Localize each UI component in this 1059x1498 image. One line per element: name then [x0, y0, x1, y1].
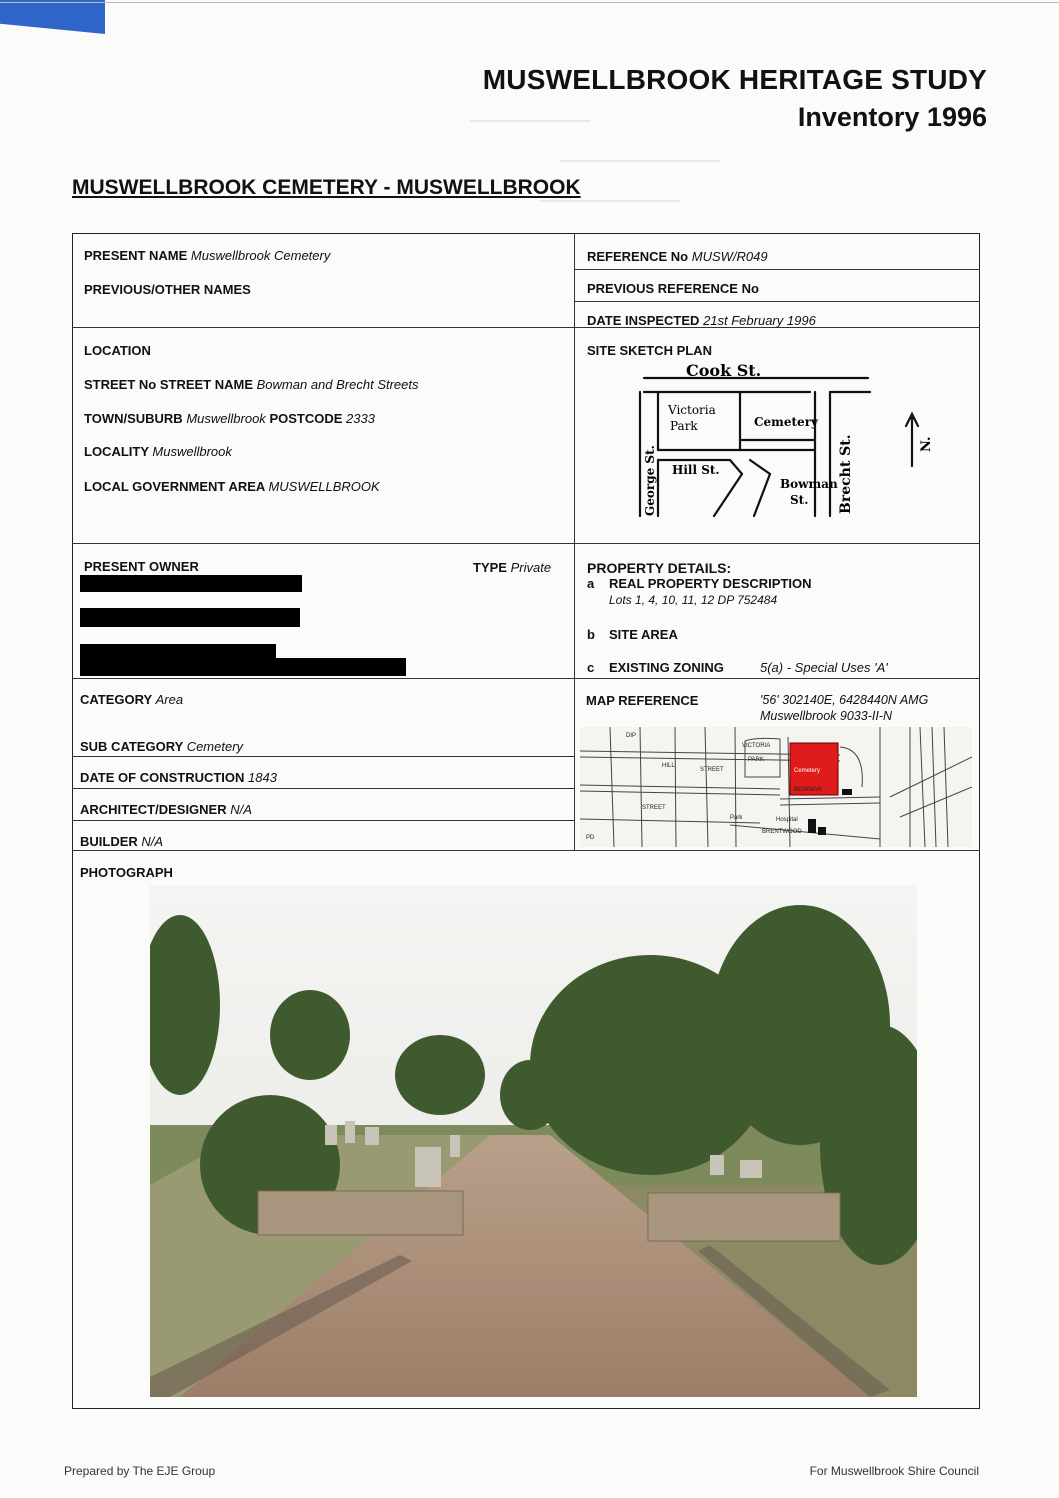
- postcode-value: 2333: [346, 411, 375, 426]
- sketch-brecht-st: Brecht St.: [838, 434, 854, 514]
- scan-edge: [0, 2, 1059, 3]
- location-label: LOCATION: [84, 343, 151, 358]
- lga-field: LOCAL GOVERNMENT AREA MUSWELLBROOK: [84, 479, 380, 494]
- town-value: Muswellbrook: [186, 411, 266, 426]
- property-c-letter: c: [587, 660, 595, 675]
- item-title: MUSWELLBROOK CEMETERY - MUSWELLBROOK: [72, 176, 581, 199]
- sketch-north: N.: [919, 436, 934, 452]
- reference-value: MUSW/R049: [691, 249, 768, 264]
- map-label-bowman: BOWMAN: [794, 787, 822, 793]
- real-property-value: Lots 1, 4, 10, 11, 12 DP 752484: [609, 593, 778, 607]
- type-value: Private: [510, 560, 552, 575]
- map-reference-sheet: Muswellbrook 9033-II-N: [760, 709, 892, 723]
- sketch-victoria: Victoria: [668, 403, 716, 417]
- date-inspected-value: 21st February 1996: [703, 313, 816, 328]
- bleed-through-text: [540, 200, 680, 202]
- map-label-dip: DIP: [626, 733, 637, 739]
- property-a-letter: a: [587, 576, 595, 591]
- cemetery-photograph: [150, 885, 917, 1397]
- present-name-value: Muswellbrook Cemetery: [190, 248, 331, 263]
- map-label-street-2: STREET: [642, 805, 666, 811]
- map-building: [818, 827, 826, 835]
- present-name-field: PRESENT NAME Muswellbrook Cemetery: [84, 248, 331, 263]
- sketch-cemetery: Cemetery: [754, 415, 818, 429]
- sketch-park: Park: [670, 419, 698, 433]
- row-divider: [72, 850, 980, 851]
- category-field: CATEGORY Area: [80, 692, 184, 707]
- date-inspected-field: DATE INSPECTED 21st February 1996: [587, 313, 816, 328]
- subcategory-field: SUB CATEGORY Cemetery: [80, 739, 244, 754]
- site-area-label: SITE AREA: [609, 627, 678, 642]
- town-field: TOWN/SUBURB Muswellbrook POSTCODE 2333: [84, 411, 375, 426]
- locality-field: LOCALITY Muswellbrook: [84, 444, 232, 459]
- builder-value: N/A: [141, 834, 164, 849]
- real-property-label: REAL PROPERTY DESCRIPTION: [609, 576, 812, 591]
- reference-field: REFERENCE No MUSW/R049: [587, 249, 768, 264]
- type-field: TYPE Private: [473, 560, 552, 575]
- sketch-road-line: [750, 460, 770, 474]
- sketch-hill-st: Hill St.: [672, 463, 720, 477]
- page-title: MUSWELLBROOK HERITAGE STUDY: [482, 64, 987, 95]
- map-label-hospital: Hospital: [776, 817, 798, 823]
- photo-gate-wall-left: [258, 1191, 463, 1235]
- bleed-through-text: [560, 160, 720, 162]
- photo-gate-wall-right: [648, 1193, 840, 1241]
- map-reference-label: MAP REFERENCE: [586, 693, 699, 708]
- photograph-label: PHOTOGRAPH: [80, 865, 173, 880]
- column-divider: [574, 233, 575, 850]
- date-construction-value: 1843: [248, 770, 277, 785]
- street-field: STREET No STREET NAME Bowman and Brecht Streets: [84, 377, 419, 392]
- site-sketch-plan: [630, 356, 960, 538]
- row-divider: [72, 543, 980, 544]
- row-divider: [72, 820, 574, 821]
- row-divider: [574, 301, 980, 302]
- sketch-george-st: George St.: [643, 445, 657, 516]
- bleed-through-text: [470, 120, 590, 122]
- sketch-road-line: [754, 474, 770, 516]
- map-label-park-2: Park: [730, 815, 743, 821]
- map-reference-coords: '56' 302140E, 6428440N AMG: [760, 693, 929, 707]
- builder-field: BUILDER N/A: [80, 834, 164, 849]
- row-divider: [72, 678, 980, 679]
- previous-reference-label: PREVIOUS REFERENCE No: [587, 281, 759, 296]
- present-owner-label: PRESENT OWNER: [84, 559, 199, 574]
- redacted-owner-line: [80, 658, 406, 676]
- footer-council: For Muswellbrook Shire Council: [809, 1464, 979, 1478]
- map-label-cemetery: Cemetery: [794, 768, 821, 774]
- architect-value: N/A: [230, 802, 252, 817]
- scan-corner-mark: [0, 0, 105, 34]
- map-label-park: PARK: [748, 757, 764, 763]
- site-sketch-label: SITE SKETCH PLAN: [587, 343, 712, 358]
- map-building: [808, 819, 816, 833]
- property-b-letter: b: [587, 627, 595, 642]
- row-divider: [72, 788, 574, 789]
- map-label-brentwood: BRENTWOOD: [762, 829, 802, 835]
- page-subtitle: Inventory 1996: [797, 102, 987, 132]
- map-label-victoria: VICTORIA: [742, 743, 771, 749]
- map-extract: [580, 727, 972, 847]
- map-label-pd: PD: [586, 835, 595, 841]
- property-details-label: PROPERTY DETAILS:: [587, 560, 732, 576]
- subcategory-value: Cemetery: [186, 739, 244, 754]
- row-divider: [72, 756, 574, 757]
- zoning-label: EXISTING ZONING: [609, 660, 724, 675]
- redacted-owner-line: [80, 608, 300, 627]
- map-label-hill: HILL: [662, 763, 675, 769]
- architect-field: ARCHITECT/DESIGNER N/A: [80, 802, 252, 817]
- sketch-cook-st: Cook St.: [686, 361, 762, 380]
- sketch-bowman: Bowman: [780, 477, 838, 491]
- row-divider: [574, 269, 980, 270]
- redacted-owner-line: [80, 575, 302, 592]
- street-value: Bowman and Brecht Streets: [256, 377, 419, 392]
- sketch-road-line: [730, 460, 742, 474]
- previous-names-label: PREVIOUS/OTHER NAMES: [84, 282, 251, 297]
- sketch-bowman-st: St.: [790, 493, 809, 507]
- locality-value: Muswellbrook: [152, 444, 232, 459]
- zoning-value: 5(a) - Special Uses 'A': [760, 660, 888, 675]
- row-divider: [72, 327, 980, 328]
- map-label-street: STREET: [700, 767, 724, 773]
- sketch-road-line: [714, 474, 742, 516]
- footer-prepared-by: Prepared by The EJE Group: [64, 1464, 216, 1478]
- date-construction-field: DATE OF CONSTRUCTION 1843: [80, 770, 277, 785]
- lga-value: MUSWELLBROOK: [268, 479, 380, 494]
- category-value: Area: [155, 692, 184, 707]
- map-building: [842, 789, 852, 795]
